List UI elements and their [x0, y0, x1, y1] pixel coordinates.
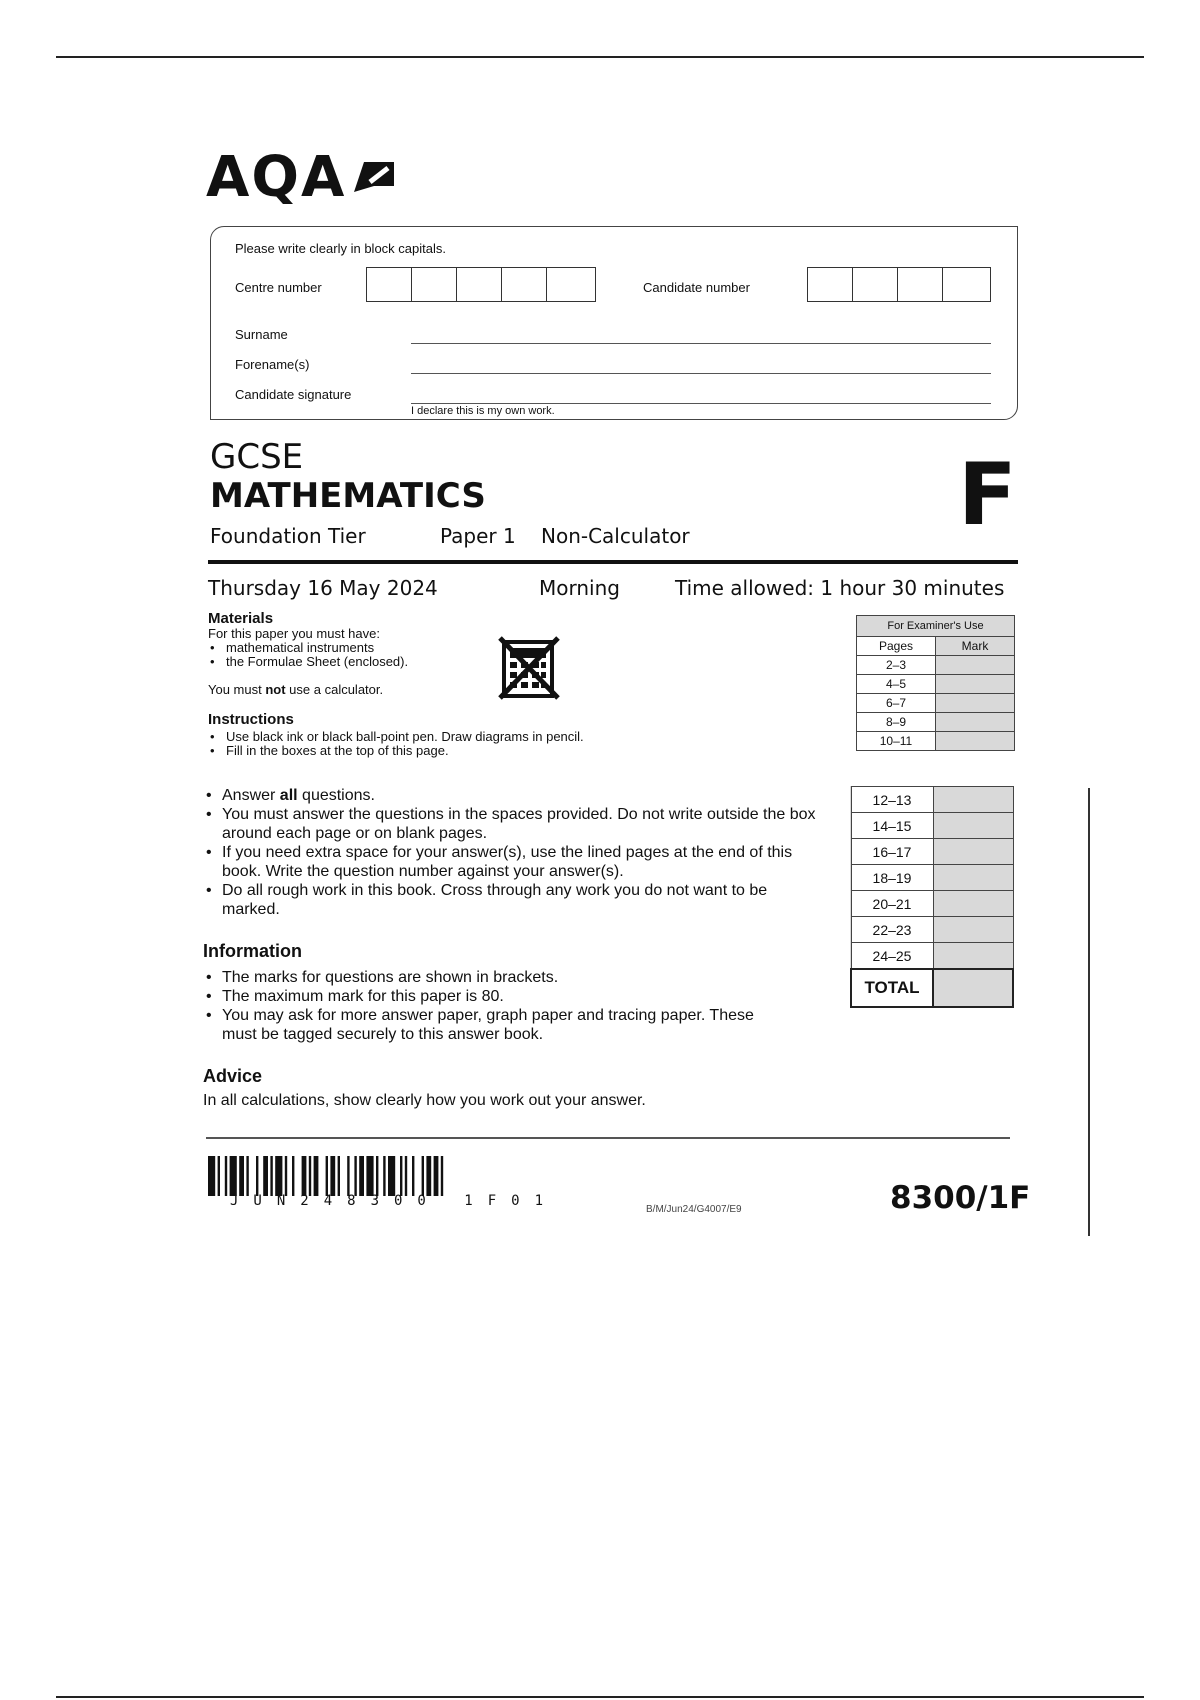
tier-label: Foundation Tier — [210, 524, 366, 548]
pages-cell: 10–11 — [857, 732, 936, 751]
instructions-heading: Instructions — [208, 711, 294, 728]
barcode-icon — [208, 1156, 534, 1196]
signature-field[interactable] — [411, 402, 991, 404]
mark-cell — [933, 917, 1013, 943]
bottom-rule — [56, 1696, 1144, 1698]
instruction-item: • Use black ink or black ball-point pen. Draw diagrams in pencil. — [208, 730, 748, 744]
aqa-logo — [206, 145, 396, 210]
candidate-number-boxes[interactable] — [807, 267, 991, 302]
materials-item: • mathematical instruments — [208, 641, 498, 655]
surname-label: Surname — [235, 327, 288, 342]
instruction-item: • Fill in the boxes at the top of this page. — [208, 744, 748, 758]
information-item: • The marks for questions are shown in brackets. — [204, 968, 784, 987]
subject-title: MATHEMATICS — [210, 476, 486, 516]
pages-cell: 18–19 — [851, 865, 933, 891]
mark-cell — [933, 891, 1013, 917]
mark-cell — [936, 732, 1015, 751]
surname-field[interactable] — [411, 342, 991, 344]
footer-rule — [206, 1137, 1010, 1139]
block-capitals-instruction: Please write clearly in block capitals. — [235, 241, 446, 256]
paper-code: 8300/1F — [890, 1180, 1031, 1216]
exam-session: Morning — [539, 576, 620, 600]
page-margin-line — [1088, 788, 1090, 1236]
information-section — [204, 968, 784, 1044]
instructions-upper — [208, 730, 748, 758]
time-allowed: Time allowed: 1 hour 30 minutes — [675, 576, 1005, 600]
centre-number-label: Centre number — [235, 280, 322, 295]
mark-cell — [936, 675, 1015, 694]
aqa-logo-text: AQA — [206, 145, 347, 210]
pages-cell: 16–17 — [851, 839, 933, 865]
forenames-field[interactable] — [411, 372, 991, 374]
pages-cell: 24–25 — [851, 943, 933, 970]
advice-heading: Advice — [203, 1066, 263, 1086]
candidate-details-box — [210, 226, 1018, 420]
no-calculator-icon — [496, 636, 562, 700]
paper-label: Paper 1 — [440, 524, 516, 548]
total-mark-cell — [933, 969, 1013, 1007]
qualification-title: GCSE — [210, 437, 304, 477]
mark-cell — [936, 713, 1015, 732]
materials-heading: Materials — [208, 610, 274, 627]
reference-code: B/M/Jun24/G4007/E9 — [646, 1204, 742, 1215]
mark-cell — [936, 694, 1015, 713]
materials-intro: For this paper you must have: — [208, 626, 380, 641]
instruction-item: • If you need extra space for your answer(s), use the lined pages at the end of this book. Write the question number against your answer(s). — [204, 843, 824, 881]
mark-header: Mark — [936, 637, 1015, 656]
examiner-table-lower — [850, 786, 1014, 1008]
pages-cell: 4–5 — [857, 675, 936, 694]
tier-letter: F — [958, 445, 1017, 545]
pages-cell: 20–21 — [851, 891, 933, 917]
pages-cell: 22–23 — [851, 917, 933, 943]
pages-cell: 6–7 — [857, 694, 936, 713]
pages-cell: 14–15 — [851, 813, 933, 839]
calculator-note: You must not use a calculator. — [208, 682, 384, 697]
materials-item: • the Formulae Sheet (enclosed). — [208, 655, 498, 669]
mark-cell — [933, 943, 1013, 970]
top-rule — [56, 56, 1144, 58]
instruction-item: • Do all rough work in this book. Cross through any work you do not want to be marked. — [204, 881, 824, 919]
answer-all-item: • Answer all questions. — [204, 786, 824, 805]
advice-text: In all calculations, show clearly how you work out your answer. — [203, 1092, 646, 1109]
exam-date: Thursday 16 May 2024 — [208, 576, 438, 600]
mark-cell — [933, 839, 1013, 865]
information-item: • The maximum mark for this paper is 80. — [204, 987, 784, 1006]
centre-number-boxes[interactable] — [366, 267, 596, 302]
mark-cell — [936, 656, 1015, 675]
examiner-table-title: For Examiner's Use — [857, 616, 1015, 637]
aqa-logo-mark-icon — [350, 158, 396, 194]
pages-cell: 2–3 — [857, 656, 936, 675]
declaration-text: I declare this is my own work. — [411, 405, 555, 417]
calculator-label: Non-Calculator — [541, 524, 690, 548]
forenames-label: Forename(s) — [235, 357, 310, 372]
total-label: TOTAL — [851, 969, 933, 1007]
barcode-text: JUN248300 1F01 — [230, 1193, 559, 1209]
information-item: • You may ask for more answer paper, graph paper and tracing paper. These must be tagged securely to this answer book. — [204, 1006, 784, 1044]
mark-cell — [933, 865, 1013, 891]
signature-label: Candidate signature — [235, 387, 352, 402]
information-heading: Information — [203, 941, 302, 961]
materials-section — [208, 627, 498, 669]
instructions-lower — [204, 786, 824, 919]
pages-header: Pages — [857, 637, 936, 656]
examiner-table-upper — [856, 615, 1015, 751]
candidate-number-label: Candidate number — [643, 280, 750, 295]
pages-cell: 8–9 — [857, 713, 936, 732]
pages-cell: 12–13 — [851, 787, 933, 813]
instruction-item: • You must answer the questions in the spaces provided. Do not write outside the box around each page or on blank pages. — [204, 805, 824, 843]
title-rule — [208, 560, 1018, 564]
mark-cell — [933, 787, 1013, 813]
mark-cell — [933, 813, 1013, 839]
